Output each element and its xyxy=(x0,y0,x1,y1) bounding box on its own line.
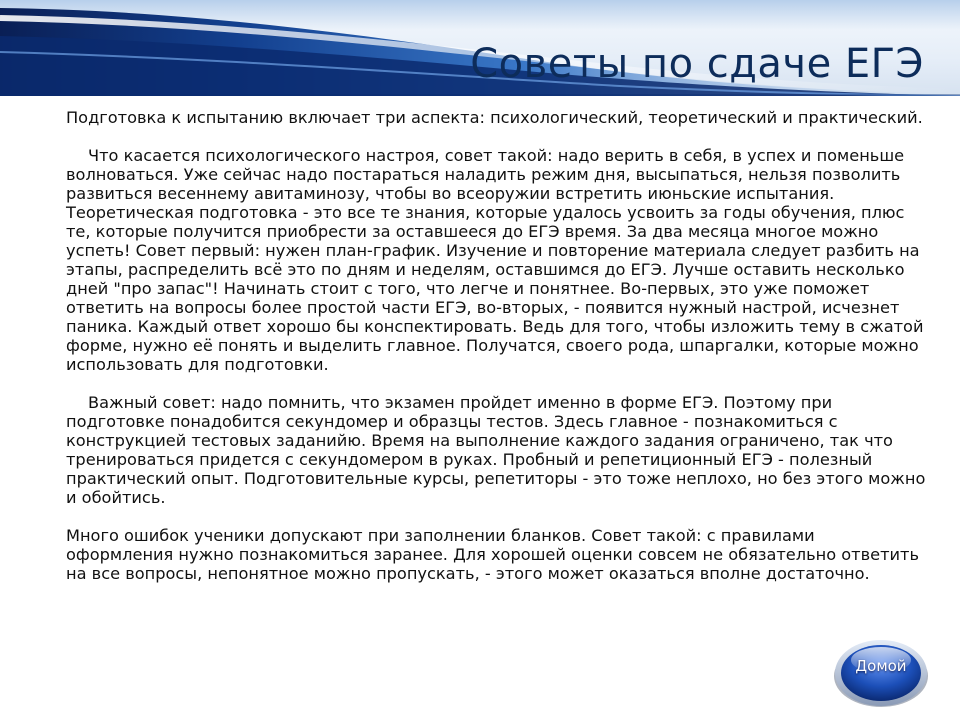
paragraph-psychological: Что касается психологического настроя, совет такой: надо верить в себя, в успех и поменьше волноваться. Уже сейчас надо постараться наладить режим дня, высыпаться, нельзя позволить развиться весеннему авитаминозу, чтобы во всеоружии встретить июньские испытания. Теоретическая подготовка - это все те знания, которые удалось усвоить за годы обучения, плюс те, которые получится приобрести за оставшееся до ЕГЭ время. За два месяца многое можно успеть! Совет первый: нужен план-график. Изучение и повторение материала следует разбить на этапы, распределить всё это по дням и неделям, оставшимся до ЕГЭ. Лучше оставить несколько дней "про запас"! Начинать стоит с того, что легче и понятнее. Во-первых, это уже поможет ответить на вопросы более простой части ЕГЭ, во-вторых, - появится нужный настрой, исчезнет паника. Каждый ответ хорошо бы конспектировать. Ведь для того, чтобы изложить тему в сжатой форме, нужно её понять и выделить главное. Получатся, своего рода, шпаргалки, которые можно использовать для подготовки. xyxy=(66,146,929,374)
home-button[interactable] xyxy=(832,636,930,708)
paragraph-intro: Подготовка к испытанию включает три аспекта: психологический, теоретический и практический. xyxy=(66,108,923,127)
slide-header xyxy=(0,0,960,96)
slide-title: Советы по сдаче ЕГЭ xyxy=(470,41,924,87)
paragraph-answer-forms: Много ошибок ученики допускают при заполнении бланков. Совет такой: с правилами оформления нужно познакомиться заранее. Для хорошей оценки совсем не обязательно ответить на все вопросы, непонятное можно пропускать, - этого может оказаться вполне достаточно. xyxy=(66,526,925,583)
paragraph-exam-format: Важный совет: надо помнить, что экзамен пройдет именно в форме ЕГЭ. Поэтому при подготовке понадобится секундомер и образцы тестов. Здесь главное - познакомиться с конструкцией тестовых заданийю. Время на выполнение каждого задания ограничено, так что тренироваться придется с секундомером в руках. Пробный и репетиционный ЕГЭ - полезный практический опыт. Подготовительные курсы, репетиторы - это тоже неплохо, но без этого можно и обойтись. xyxy=(66,393,931,507)
slide-body xyxy=(66,108,931,583)
home-button-label: Домой xyxy=(855,657,907,675)
